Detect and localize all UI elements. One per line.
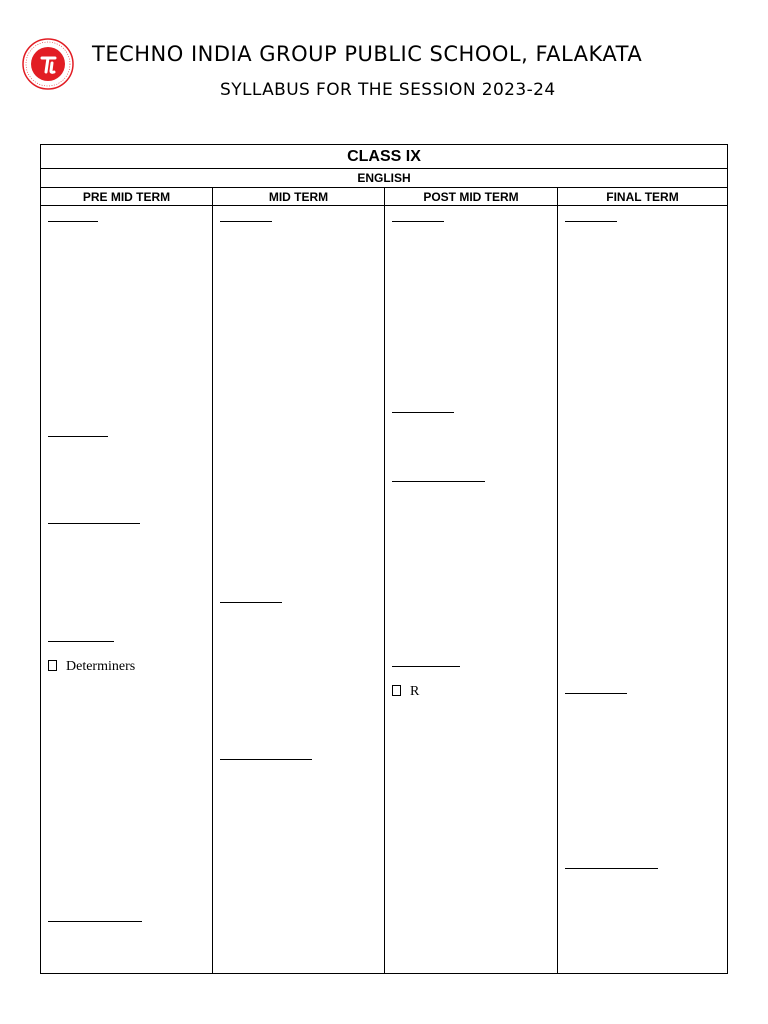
syllabus-table (40, 144, 728, 974)
underlined-heading (565, 693, 627, 694)
underlined-heading (392, 666, 460, 667)
school-logo (22, 38, 74, 90)
list-item-text: Determiners (66, 659, 136, 674)
underlined-heading (220, 759, 312, 760)
underlined-heading (48, 641, 114, 642)
underlined-heading (48, 436, 108, 437)
underlined-heading (392, 481, 485, 482)
underlined-heading (48, 921, 142, 922)
class-label: CLASS IX (41, 145, 727, 169)
column-mid-term (212, 188, 384, 973)
column-header-final-term: FINAL TERM (606, 190, 679, 204)
column-pre-mid-term (41, 188, 212, 973)
underlined-heading (220, 221, 272, 222)
bullet-icon (392, 685, 401, 696)
subject-label: ENGLISH (41, 169, 727, 188)
underlined-heading (392, 221, 444, 222)
column-header-mid-term: MID TERM (268, 190, 329, 204)
list-item (392, 684, 419, 700)
list-item (48, 659, 135, 675)
underlined-heading (392, 412, 454, 413)
underlined-heading (565, 221, 617, 222)
column-header-pre-mid-term: PRE MID TERM (82, 190, 171, 204)
session-title: SYLLABUS FOR THE SESSION 2023-24 (220, 80, 556, 100)
underlined-heading (48, 523, 140, 524)
underlined-heading (48, 221, 98, 222)
underlined-heading (565, 868, 658, 869)
underlined-heading (220, 602, 282, 603)
column-header-post-mid-term: POST MID TERM (423, 190, 519, 204)
list-item-text: R (410, 684, 420, 699)
bullet-icon (48, 660, 57, 671)
column-final-term (557, 188, 727, 973)
school-name: TECHNO INDIA GROUP PUBLIC SCHOOL, FALAKATA (92, 42, 643, 66)
column-post-mid-term (384, 188, 557, 973)
